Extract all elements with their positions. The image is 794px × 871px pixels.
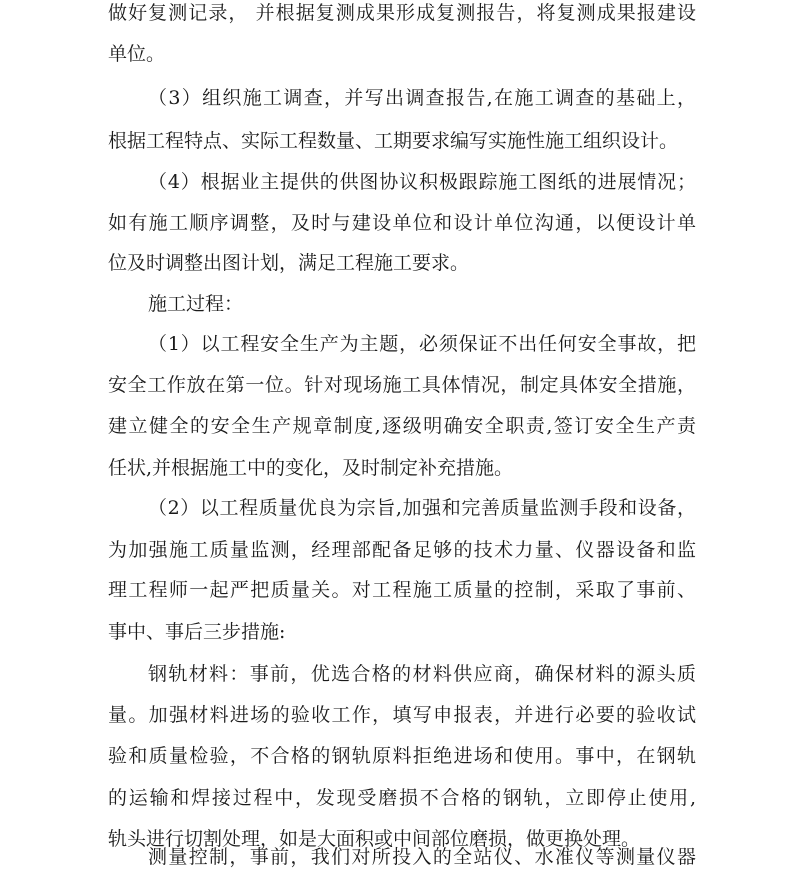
text-line: 单位。 <box>108 43 166 65</box>
text-line: （1）以工程安全生产为主题，必须保证不出任何安全事故，把 <box>148 333 696 355</box>
text-line: 事中、事后三步措施: <box>108 621 286 643</box>
text-line: （4）根据业主提供的供图协议积极跟踪施工图纸的进展情况； <box>148 171 696 193</box>
text-line: 位及时调整出图计划，满足工程施工要求。 <box>108 252 470 274</box>
text-line: 做好复测记录， 并根据复测成果形成复测报告，将复测成果报建设 <box>108 2 696 24</box>
text-line: 轨头进行切割处理，如是大面积或中间部位磨损，做更换处理。 <box>108 828 641 850</box>
text-line: 的运输和焊接过程中，发现受磨损不合格的钢轨，立即停止使用, <box>108 787 696 809</box>
text-line: 测量控制，事前，我们对所投入的全站仪、水准仪等测量仪器 <box>148 846 696 868</box>
text-line: 理工程师一起严把质量关。对工程施工质量的控制，采取了事前、 <box>108 579 696 601</box>
text-line: 施工过程： <box>148 293 244 315</box>
text-line: 验和质量检验，不合格的钢轨原料拒绝进场和使用。事中，在钢轨 <box>108 745 696 767</box>
text-line: 建立健全的安全生产规章制度,逐级明确安全职责,签订安全生产责 <box>108 415 696 437</box>
text-line: 如有施工顺序调整，及时与建设单位和设计单位沟通，以便设计单 <box>108 212 696 234</box>
text-line: （3）组织施工调查，并写出调查报告,在施工调查的基础上， <box>148 87 696 109</box>
text-line: 为加强施工质量监测，经理部配备足够的技术力量、仪器设备和监 <box>108 539 696 561</box>
text-line: 根据工程特点、实际工程数量、工期要求编写实施性施工组织设计。 <box>108 130 679 152</box>
text-line: 钢轨材料：事前，优选合格的材料供应商，确保材料的源头质 <box>148 663 696 685</box>
text-line: （2）以工程质量优良为宗旨,加强和完善质量监测手段和设备， <box>148 497 696 519</box>
text-line: 量。加强材料进场的验收工作，填写申报表，并进行必要的验收试 <box>108 704 696 726</box>
text-line: 任状,并根据施工中的变化，及时制定补充措施。 <box>108 457 514 479</box>
text-line: 安全工作放在第一位。针对现场施工具体情况，制定具体安全措施， <box>108 374 696 396</box>
